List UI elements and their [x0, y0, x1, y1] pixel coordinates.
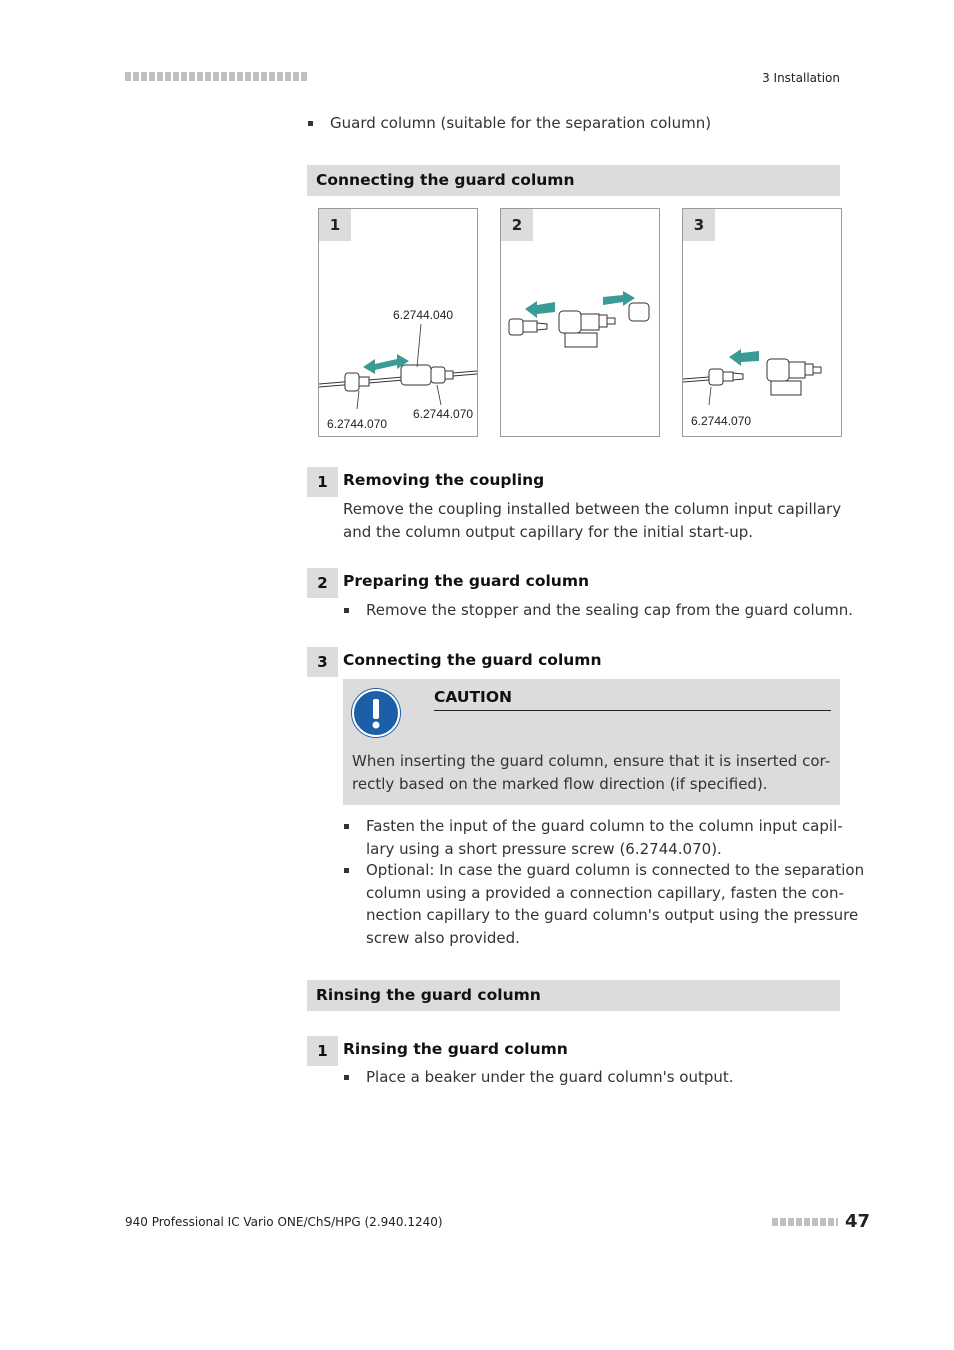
chapter-title: 3 Installation: [762, 71, 840, 85]
text-line: screw also provided.: [366, 928, 520, 947]
caution-divider: [434, 710, 831, 711]
figure-number: 2: [501, 209, 533, 241]
text-line: lary using a short pressure screw (6.2744.070).: [366, 839, 722, 858]
exclamation-circle-icon: [352, 689, 400, 737]
text-line: Fasten the input of the guard column to the column input capil-: [366, 817, 843, 835]
step-description: [343, 498, 841, 543]
figure-panel-2: [500, 208, 660, 437]
section-title: Rinsing the guard column: [316, 986, 541, 1004]
bullet-marker: [344, 868, 349, 873]
coupling-illustration: [319, 209, 477, 436]
caution-title: CAUTION: [434, 688, 512, 706]
guard-column-parts-illustration: [501, 209, 659, 436]
text-line: and the column output capillary for the initial start-up.: [343, 522, 754, 541]
part-label-070: 6.2744.070: [691, 414, 752, 428]
footer-product: 940 Professional IC Vario ONE/ChS/HPG (2.940.1240): [125, 1215, 443, 1229]
section-heading-rinsing: [307, 980, 840, 1011]
step-number: 2: [307, 568, 338, 598]
figure-panel-3: [682, 208, 842, 437]
step-number: 3: [307, 647, 338, 677]
text-line: Remove the coupling installed between the column input capillary: [343, 500, 842, 518]
step-title: Connecting the guard column: [343, 651, 602, 669]
text-line: Optional: In case the guard column is connected to the separation: [366, 861, 865, 879]
bullet-marker: [344, 1075, 349, 1080]
part-label-070: 6.2744.070: [327, 417, 388, 431]
part-label-070: 6.2744.070: [413, 407, 474, 421]
step-title: Rinsing the guard column: [343, 1040, 568, 1058]
footer-decoration: [772, 1218, 838, 1226]
bullet-text: [366, 859, 864, 949]
page-number: 47: [845, 1211, 871, 1232]
bullet-marker: [344, 608, 349, 613]
step-number: 1: [307, 467, 338, 497]
bullet-text: Remove the stopper and the sealing cap from the guard column.: [366, 601, 854, 619]
bullet-marker: [308, 121, 313, 126]
header-decoration: [125, 72, 307, 81]
section-heading-connecting: [307, 165, 840, 196]
intro-bullet-text: Guard column (suitable for the separation column): [330, 114, 712, 132]
step-title: Preparing the guard column: [343, 572, 590, 590]
caution-box: [343, 679, 840, 805]
part-label-040: 6.2744.040: [393, 308, 454, 322]
figure-number: 1: [319, 209, 351, 241]
bullet-text: Place a beaker under the guard column's output.: [366, 1068, 734, 1086]
section-title: Connecting the guard column: [316, 171, 575, 189]
text-line: column using a provided a connection capillary, fasten the con-: [366, 883, 844, 902]
bullet-text: [366, 815, 843, 860]
step-title: Removing the coupling: [343, 471, 545, 489]
text-line: nection capillary to the guard column's output using the pressure: [366, 906, 859, 924]
step-number: 1: [307, 1036, 338, 1066]
connecting-illustration: [683, 209, 841, 436]
bullet-marker: [344, 824, 349, 829]
text-line: rectly based on the marked flow direction (if specified).: [352, 774, 768, 793]
text-line: When inserting the guard column, ensure that it is inserted cor-: [352, 752, 831, 770]
caution-text: [352, 750, 832, 795]
figure-number: 3: [683, 209, 715, 241]
figure-panel-1: [318, 208, 478, 437]
